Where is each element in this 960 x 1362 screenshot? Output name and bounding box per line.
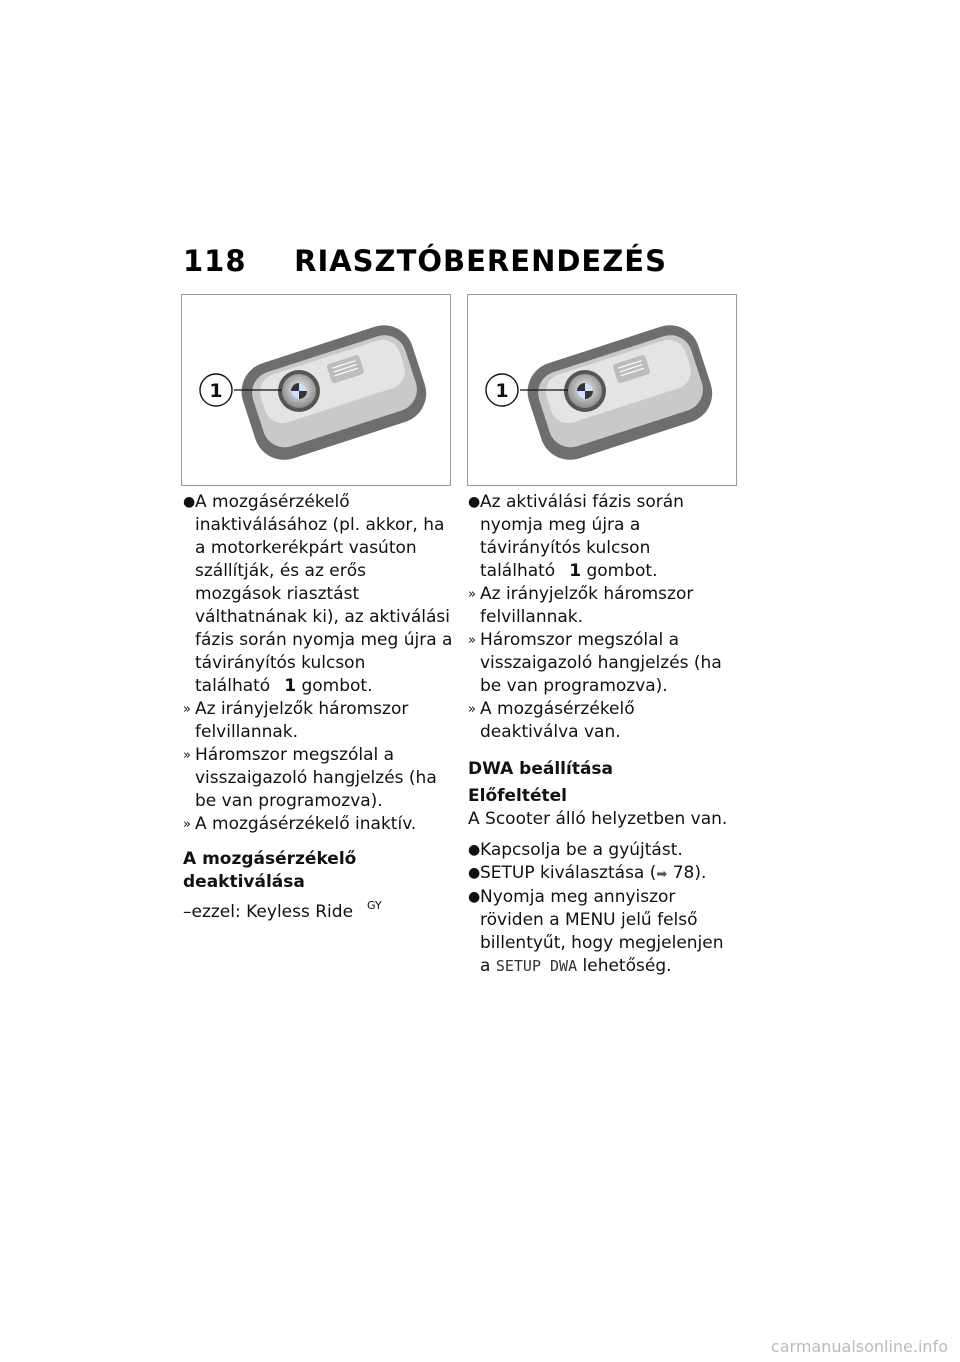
step-text: A mozgásérzékelő inaktiválásához (pl. akkor, ha a motorkerékpárt vasúton szállítják, és az erős mozgások riasztást válthatnának ki), az aktiválási fázis során nyomja meg újra a távirányítós kulcson található — [195, 492, 453, 696]
result-item — [468, 583, 738, 629]
result-text: Az irányjelzők háromszor felvillannak. — [480, 584, 694, 627]
result-text: A mozgásérzékelő inaktív. — [195, 814, 417, 834]
result-item — [183, 744, 453, 813]
result-arrow-icon: » — [468, 587, 476, 602]
step-text-end: lehetőség. — [582, 956, 672, 976]
section-heading: A mozgásérzékelő deaktiválása — [183, 849, 357, 892]
page-title: RIASZTÓBERENDEZÉS — [294, 244, 667, 278]
result-item — [468, 629, 738, 698]
page-ref[interactable]: 78). — [672, 863, 707, 883]
callout-ref: 1 — [284, 676, 297, 696]
result-arrow-icon: » — [183, 817, 191, 832]
step-text: Nyomja meg annyiszor röviden a MENU jelű felső billentyűt, hogy megjelenjen a — [480, 887, 724, 976]
result-arrow-icon: » — [183, 748, 191, 763]
bullet-icon: ● — [468, 889, 481, 905]
variant-text: –ezzel: Keyless Ride — [183, 902, 354, 922]
step-text-end: gombot. — [301, 676, 373, 696]
key-fob-icon — [182, 295, 450, 485]
section-heading: DWA beállítása — [468, 759, 614, 779]
variant-line — [183, 894, 453, 924]
bullet-icon: ● — [468, 494, 481, 510]
result-item — [183, 698, 453, 744]
result-arrow-icon: » — [468, 702, 476, 717]
result-arrow-icon: » — [183, 702, 191, 717]
step-item — [468, 862, 738, 886]
result-text: Háromszor megszólal a visszaigazoló hangjelzés (ha be van programozva). — [195, 745, 437, 811]
callout-label: 1 — [209, 380, 223, 402]
callout-ref: 1 — [569, 561, 582, 581]
display-code: SETUP DWA — [495, 957, 578, 975]
right-column — [468, 491, 738, 978]
page-ref-arrow-icon: ➡ — [656, 867, 668, 882]
step-text: Kapcsolja be a gyújtást. — [480, 840, 683, 860]
result-arrow-icon: » — [468, 633, 476, 648]
key-fob-figure-left — [181, 294, 451, 486]
key-fob-icon — [468, 295, 736, 485]
bullet-icon: ● — [468, 842, 481, 858]
watermark: carmanualsonline.info — [770, 1337, 948, 1356]
bullet-icon: ● — [468, 865, 481, 881]
step-text: Az aktiválási fázis során nyomja meg újra a távirányítós kulcson található — [480, 492, 684, 581]
callout-label: 1 — [495, 380, 509, 402]
left-column — [183, 491, 453, 924]
step-item — [468, 839, 738, 862]
step-text-end: gombot. — [586, 561, 658, 581]
page-number: 118 — [183, 244, 247, 278]
result-text: Háromszor megszólal a visszaigazoló hangjelzés (ha be van programozva). — [480, 630, 722, 696]
result-item — [183, 813, 453, 836]
step-item — [468, 886, 738, 978]
step-item — [468, 491, 738, 583]
step-text: SETUP kiválasztása ( — [480, 863, 657, 883]
key-fob-figure-right — [467, 294, 737, 486]
prereq-heading: Előfeltétel — [468, 786, 568, 806]
bullet-icon: ● — [183, 494, 196, 510]
page-header — [183, 244, 667, 278]
result-item — [468, 698, 738, 744]
result-text: Az irányjelzők háromszor felvillannak. — [195, 699, 409, 742]
prereq-text: A Scooter álló helyzetben van. — [468, 809, 728, 829]
step-item — [183, 491, 453, 698]
country-code: GY — [367, 899, 382, 912]
result-text: A mozgásérzékelő deaktiválva van. — [480, 699, 635, 742]
